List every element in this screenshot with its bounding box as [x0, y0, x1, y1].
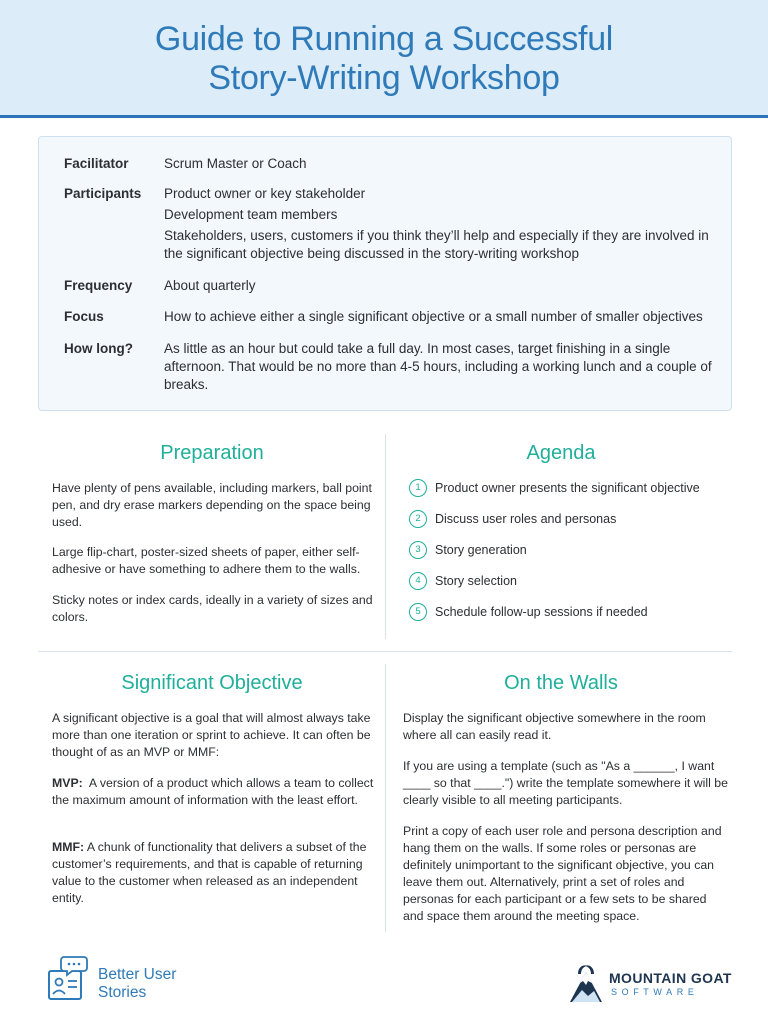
- significant-objective-intro: A significant objective is a goal that will almost always take more than one iteration or sprint to achieve. It can often be thought of as an MVP or MMF:: [52, 711, 371, 759]
- participant-item: Product owner or key stakeholder: [164, 186, 366, 201]
- focus-value: How to achieve either a single significant objective or a small number of smaller objectives: [164, 309, 703, 324]
- mmf-label: MMF:: [52, 840, 85, 854]
- mmf-definition: [52, 839, 374, 907]
- agenda-item: [409, 479, 729, 497]
- preparation-paragraph: Have plenty of pens available, including markers, ball point pen, and dry erase markers depending on the space being used.: [52, 481, 372, 529]
- logo-text-line: Better User: [98, 966, 177, 983]
- mountain-goat-text: MOUNTAIN GOAT: [609, 970, 732, 986]
- logo-text-line: Stories: [98, 984, 147, 1001]
- significant-objective-title: Significant Objective: [121, 672, 303, 694]
- agenda-item: [409, 510, 729, 528]
- agenda-number-badge: 3: [409, 541, 427, 559]
- frequency-label: Frequency: [64, 278, 133, 293]
- facilitator-value: Scrum Master or Coach: [164, 156, 307, 171]
- page-title-line-1: Guide to Running a Successful: [154, 20, 614, 58]
- column-divider-top: [385, 434, 386, 639]
- walls-paragraph: Print a copy of each user role and persona description and hang them on the walls. If some roles or personas are definitely unimportant to the significant objective, you can leave them out. Alternatively, print a set of roles and personas for each participant or a few sets to be shared and space them around the meeting space.: [403, 824, 722, 923]
- participant-item: Development team members: [164, 207, 338, 222]
- agenda-item-text: Product owner presents the significant objective: [435, 481, 700, 495]
- agenda-title: Agenda: [526, 442, 596, 464]
- preparation-title: Preparation: [160, 442, 264, 464]
- facilitator-label: Facilitator: [64, 156, 129, 171]
- agenda-item-text: Discuss user roles and personas: [435, 512, 617, 526]
- how-long-value: As little as an hour but could take a full day. In most cases, target finishing in a single afternoon. That would be no more than 4-5 hours, including a working lunch and a couple of breaks.: [164, 341, 712, 392]
- participants-values: [164, 185, 724, 266]
- mvp-definition: [52, 775, 374, 809]
- software-text: SOFTWARE: [611, 987, 699, 997]
- agenda-number-badge: 1: [409, 479, 427, 497]
- page-title: [0, 20, 768, 98]
- better-user-stories-logo: [46, 954, 196, 1006]
- frequency-value: About quarterly: [164, 278, 256, 293]
- participants-label: Participants: [64, 186, 142, 201]
- agenda-item: [409, 541, 729, 559]
- mvp-text: A version of a product which allows a team to collect the maximum amount of information with the least effort.: [52, 776, 374, 807]
- preparation-paragraph: Large flip-chart, poster-sized sheets of paper, either self-adhesive or have something to adhere them to the walls.: [52, 545, 361, 576]
- agenda-item-text: Story selection: [435, 574, 517, 588]
- agenda-number-badge: 5: [409, 603, 427, 621]
- mountain-goat-icon: [566, 962, 606, 1006]
- mountain-goat-software-logo: [566, 962, 736, 1006]
- mmf-text: A chunk of functionality that delivers a subset of the customer’s requirements, and that is capable of returning value to the customer when released as an independent entity.: [52, 840, 367, 905]
- row-divider: [38, 651, 732, 652]
- agenda-item: [409, 603, 729, 621]
- workshop-info-box: [38, 136, 732, 411]
- walls-paragraph: Display the significant objective somewhere in the room where all can easily read it.: [403, 711, 706, 742]
- agenda-item-text: Story generation: [435, 543, 527, 557]
- on-the-walls-title: On the Walls: [504, 672, 618, 694]
- participant-item: Stakeholders, users, customers if you think they’ll help and especially if they are involved in the significant objective being discussed in the story-writing workshop: [164, 228, 709, 261]
- page-header: [0, 0, 768, 118]
- column-divider-bottom: [385, 664, 386, 932]
- mvp-label: MVP:: [52, 776, 83, 790]
- page-title-line-2: Story-Writing Workshop: [208, 59, 560, 97]
- focus-label: Focus: [64, 309, 104, 324]
- preparation-paragraph: Sticky notes or index cards, ideally in a variety of sizes and colors.: [52, 593, 373, 624]
- agenda-number-badge: 2: [409, 510, 427, 528]
- how-long-label: How long?: [64, 341, 133, 356]
- walls-paragraph: If you are using a template (such as "As a ______, I want ____ so that ____.") write the template somewhere it will be clearly visible to all meeting participants.: [403, 759, 728, 807]
- agenda-item: [409, 572, 729, 590]
- agenda-item-text: Schedule follow-up sessions if needed: [435, 605, 648, 619]
- better-user-stories-text: [98, 966, 176, 1002]
- agenda-number-badge: 4: [409, 572, 427, 590]
- chat-profile-icon: [46, 954, 92, 1004]
